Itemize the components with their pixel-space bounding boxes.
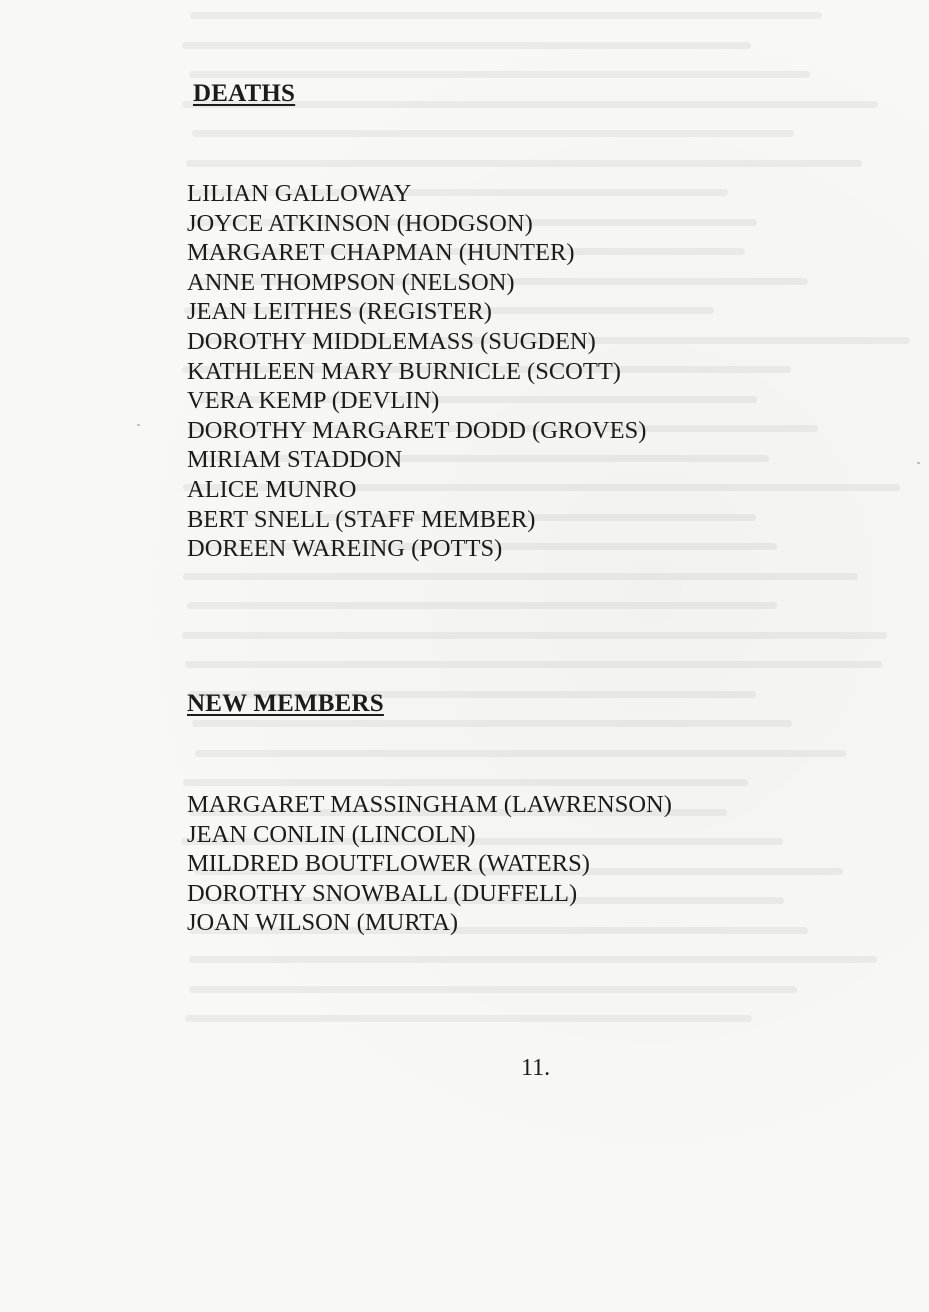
- list-item: DOROTHY MIDDLEMASS (SUGDEN): [187, 327, 596, 355]
- show-through-line: [182, 42, 751, 49]
- show-through-line: [192, 720, 792, 727]
- show-through-line: [190, 12, 822, 19]
- show-through-line: [186, 160, 862, 167]
- list-item: MARGARET CHAPMAN (HUNTER): [187, 239, 575, 267]
- list-item: MILDRED BOUTFLOWER (WATERS): [187, 850, 590, 878]
- list-item: JOAN WILSON (MURTA): [187, 909, 459, 937]
- show-through-line: [183, 573, 858, 580]
- show-through-line: [192, 130, 794, 137]
- list-item: VERA KEMP (DEVLIN): [187, 387, 440, 415]
- list-item: DOROTHY SNOWBALL (DUFFELL): [187, 879, 578, 907]
- new-members-heading: NEW MEMBERS: [187, 690, 384, 717]
- list-item: DOREEN WAREING (POTTS): [187, 535, 503, 563]
- list-item: DOROTHY MARGARET DODD (GROVES): [187, 416, 647, 444]
- list-item: KATHLEEN MARY BURNICLE (SCOTT): [187, 357, 621, 385]
- show-through-line: [185, 661, 882, 668]
- list-item: JEAN CONLIN (LINCOLN): [187, 820, 476, 848]
- deaths-list: [187, 179, 646, 564]
- page-number: 11.: [521, 1055, 551, 1081]
- show-through-line: [189, 986, 797, 993]
- list-item: JOYCE ATKINSON (HODGSON): [187, 209, 533, 237]
- deaths-heading: DEATHS: [193, 80, 296, 107]
- show-through-line: [195, 750, 846, 757]
- show-through-line: [187, 602, 777, 609]
- list-item: BERT SNELL (STAFF MEMBER): [187, 505, 536, 533]
- list-item: JEAN LEITHES (REGISTER): [187, 298, 492, 326]
- show-through-line: [182, 632, 887, 639]
- show-through-line: [183, 779, 748, 786]
- show-through-line: [189, 956, 877, 963]
- list-item: MARGARET MASSINGHAM (LAWRENSON): [187, 791, 672, 818]
- list-item: ANNE THOMPSON (NELSON): [187, 268, 515, 296]
- show-through-line: [185, 1015, 752, 1022]
- list-item: LILIAN GALLOWAY: [187, 180, 412, 207]
- show-through-line: [189, 71, 810, 78]
- list-item: ALICE MUNRO: [187, 475, 357, 503]
- paper-speck: [917, 462, 920, 464]
- paper-speck: [137, 424, 140, 426]
- list-item: MIRIAM STADDON: [187, 446, 403, 474]
- new-members-list: [187, 790, 672, 938]
